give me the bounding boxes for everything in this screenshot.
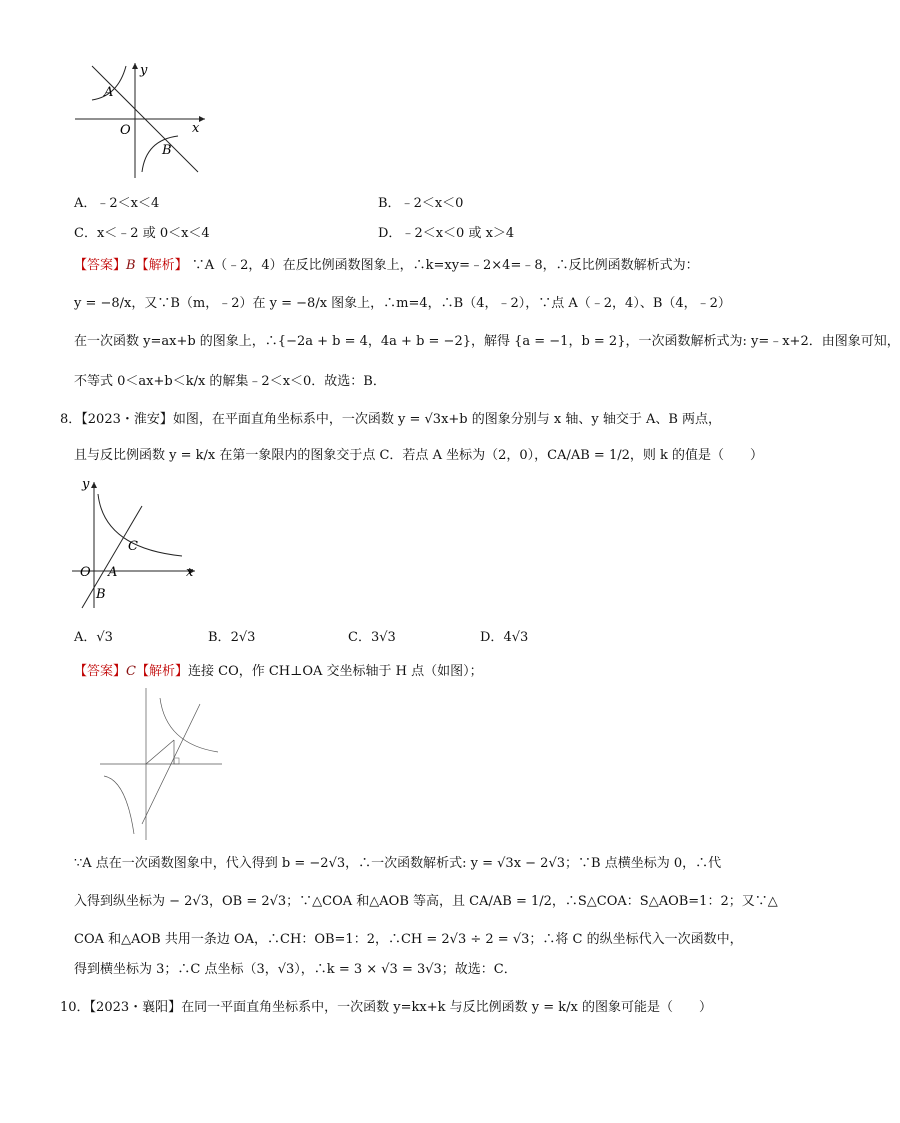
q8-graph <box>70 476 200 611</box>
q7-label-O: O <box>120 123 131 138</box>
q8-label-y: y <box>82 477 90 492</box>
q8-label-C: C <box>128 539 138 554</box>
q8-stem-text-1: 如图，在平面直角坐标系中，一次函数 y = √3x+b 的图象分别与 x 轴、y 轴交于 A、B 两点， <box>172 412 722 427</box>
q8-option-c-letter: C． <box>348 630 371 645</box>
q7-option-c <box>74 222 210 241</box>
q7-analysis-line-3: 在一次函数 y=ax+b 的图象上，∴{−2a + b = 4，4a + b = −2}，解得 {a = −1，b = 2}，一次函数解析式为: y=﹣x+2．由图象可知， <box>74 334 900 349</box>
q7-analysis-tag: 【解析】 <box>135 258 188 273</box>
q8-option-a <box>74 626 113 645</box>
q7-answer-letter: B <box>126 258 136 273</box>
q10-source: 【2023・襄阳】 <box>89 1000 182 1015</box>
q8-source: 【2023・淮安】 <box>81 412 173 427</box>
q8-option-c-text: 3√3 <box>370 630 396 645</box>
q8-option-a-text: √3 <box>96 630 113 645</box>
q8-y-arrow <box>91 482 97 488</box>
q8-stem-line-1 <box>60 408 721 427</box>
q7-analysis-line-1: ∵A（﹣2，4）在反比例函数图象上，∴k=xy=﹣2×4=﹣8，∴反比例函数解析式为： <box>191 258 699 273</box>
q8-analysis-line-1: ∵A 点在一次函数图象中，代入得到 b = −2√3，∴一次函数解析式: y = √3x − 2√3；∵B 点横坐标为 0，∴代 <box>74 856 722 871</box>
q7-option-b <box>378 192 463 211</box>
q8-option-a-letter: A． <box>74 630 97 645</box>
q8-figure <box>70 476 200 611</box>
q7-label-x: x <box>192 121 200 136</box>
q8-number: 8． <box>60 412 82 427</box>
q8-option-d-text: 4√3 <box>503 630 529 645</box>
q8-stem-line-2: 且与反比例函数 y = k/x 在第一象限内的图象交于点 C．若点 A 坐标为（2，0），CA/AB = 1/2，则 k 的值是（ ） <box>74 448 764 463</box>
q8-label-x: x <box>186 565 194 580</box>
q7-option-b-letter: B． <box>378 196 401 211</box>
q7-analysis-line-2: y = −8/x，又∵B（m，﹣2）在 y = −8/x 图象上，∴m=4，∴B（4，﹣2），∵点 A（﹣2，4）、B（4，﹣2） <box>74 296 731 311</box>
q8-option-b-letter: B． <box>208 630 231 645</box>
q8-answer-line <box>74 660 483 679</box>
q8-option-d <box>480 626 528 645</box>
q8-answer-letter: C <box>126 664 136 679</box>
q8-label-O: O <box>80 565 91 580</box>
q10-number: 10． <box>60 1000 90 1015</box>
q8-option-d-letter: D． <box>480 630 504 645</box>
q7-answer-tag: 【答案】 <box>74 258 127 273</box>
q10-stem <box>60 996 712 1015</box>
q8-analysis-line-2: 入得到纵坐标为 − 2√3，OB = 2√3；∵△COA 和△AOB 等高，且 CA/AB = 1/2，∴S△COA：S△AOB=1：2；又∵△ <box>74 894 778 909</box>
q7-option-b-text: ﹣2＜x＜0 <box>400 196 464 211</box>
q10-stem-text: 在同一平面直角坐标系中，一次函数 y=kx+k 与反比例函数 y = k/x 的图象可能是（ ） <box>181 1000 712 1015</box>
q7-label-A: A <box>104 85 114 100</box>
q8-option-c <box>348 626 396 645</box>
q8-solution-graph <box>100 684 230 844</box>
q7-option-d <box>378 222 514 241</box>
q7-figure <box>70 60 210 180</box>
q8-answer-tag: 【答案】 <box>74 664 127 679</box>
q7-option-c-text: x＜﹣2 或 0＜x＜4 <box>96 226 210 241</box>
q7-option-a-letter: A． <box>74 196 97 211</box>
q8-analysis-first: 连接 CO，作 CH⊥OA 交坐标轴于 H 点（如图）； <box>187 664 483 679</box>
q8-option-b <box>208 626 255 645</box>
q8-analysis-line-4: 得到横坐标为 3；∴C 点坐标（3，√3），∴k = 3 × √3 = 3√3；故选：C． <box>74 962 517 977</box>
q7-label-y: y <box>140 63 148 78</box>
q7-option-c-letter: C． <box>74 226 97 241</box>
q8-hyperbola <box>98 494 182 556</box>
q7-hyperbola-right <box>142 136 178 172</box>
q7-option-a-text: ﹣2＜x＜4 <box>96 196 160 211</box>
q7-y-arrow <box>132 63 138 69</box>
q7-option-a <box>74 192 159 211</box>
q7-option-d-letter: D． <box>378 226 402 241</box>
q8-label-B: B <box>96 587 106 602</box>
q8-label-A: A <box>108 565 118 580</box>
q8-analysis-line-3: COA 和△AOB 共用一条边 OA，∴CH：OB=1：2，∴CH = 2√3 ÷ 2 = √3；∴将 C 的纵坐标代入一次函数中， <box>74 932 743 947</box>
q8-analysis-tag: 【解析】 <box>135 664 188 679</box>
q8-option-b-text: 2√3 <box>230 630 256 645</box>
q8-line <box>82 506 142 608</box>
q7-graph <box>70 60 210 180</box>
q7-option-d-text: ﹣2＜x＜0 或 x＞4 <box>401 226 515 241</box>
q8-solution-figure <box>100 684 230 844</box>
q7-label-B: B <box>162 143 172 158</box>
q7-x-arrow <box>199 116 205 122</box>
q7-answer-line-1 <box>74 254 699 273</box>
q7-analysis-line-4: 不等式 0＜ax+b＜k/x 的解集﹣2＜x＜0．故选：B． <box>74 374 386 389</box>
